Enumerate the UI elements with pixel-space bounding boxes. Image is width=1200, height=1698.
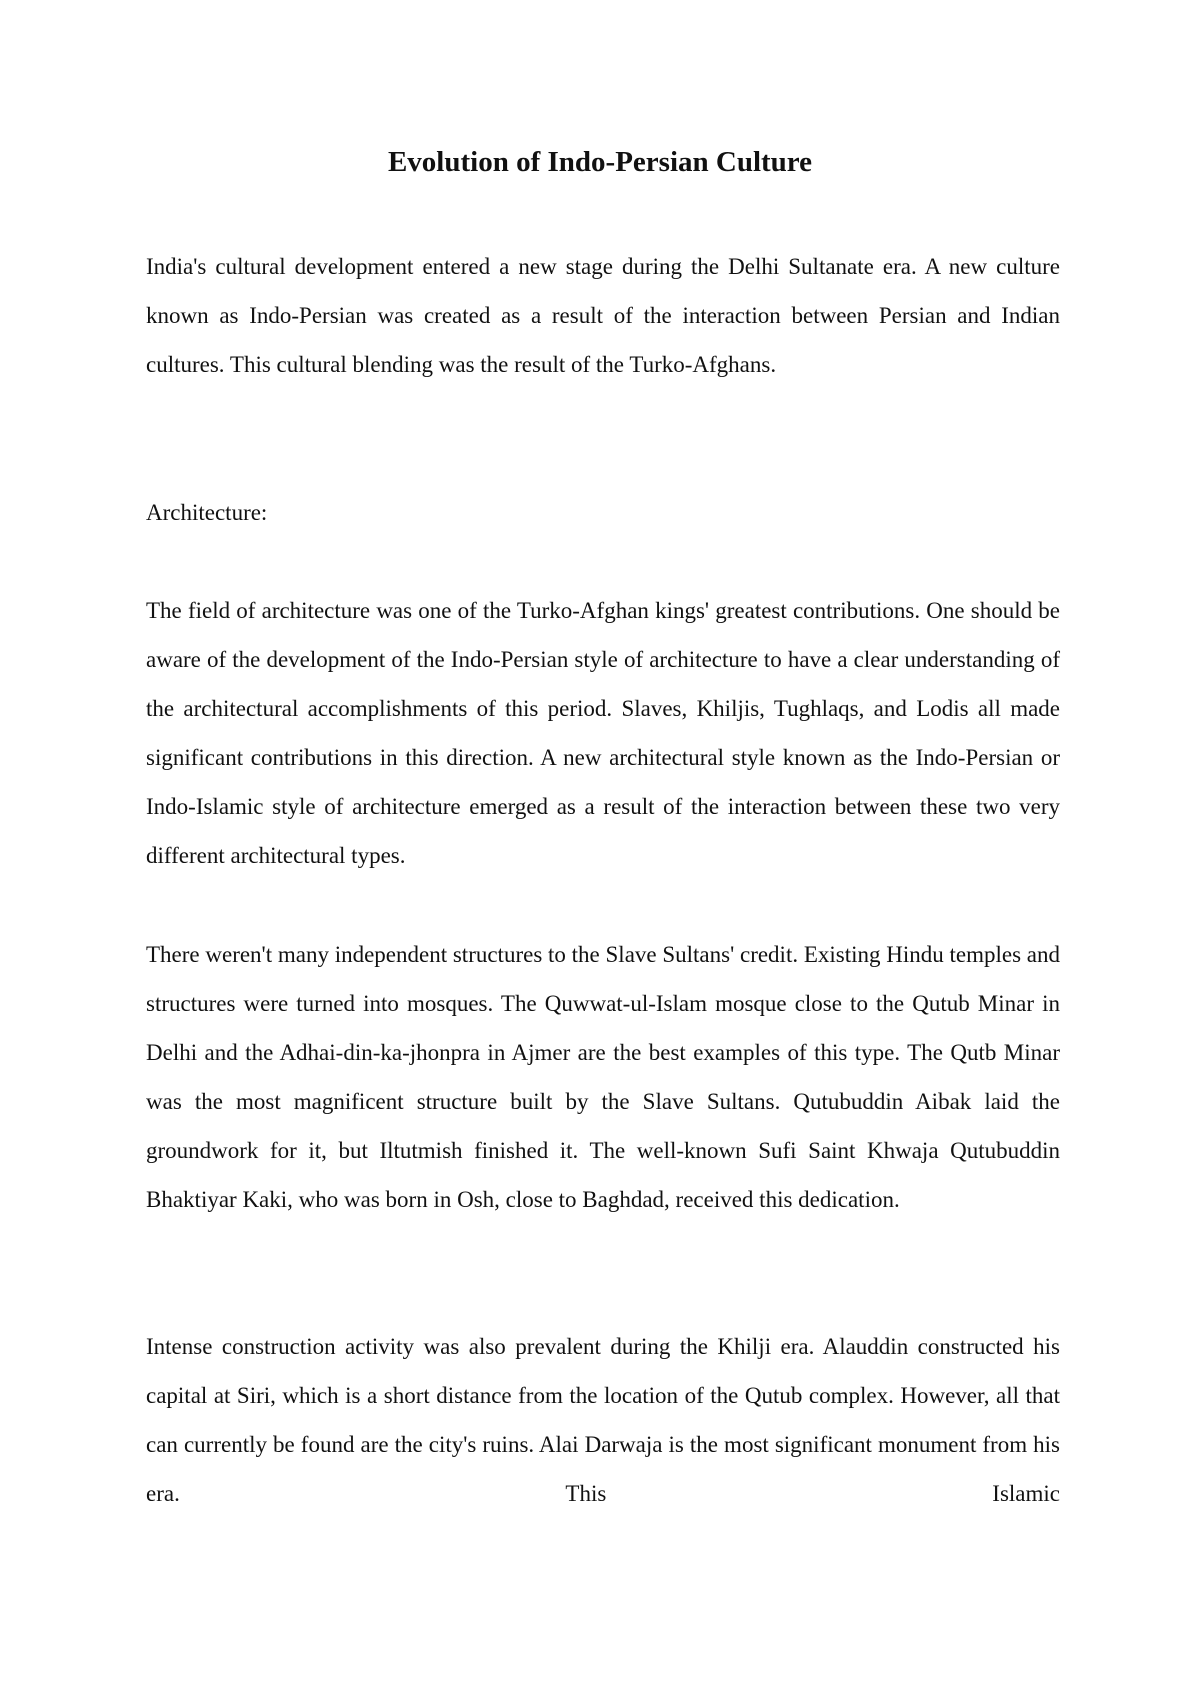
document-title: Evolution of Indo-Persian Culture — [387, 146, 813, 178]
architecture-paragraph-1: The field of architecture was one of the Turko-Afghan kings' greatest contributions. One should be aware of the development of the Indo-Persian style of architecture to have a clear understanding of the architectural accomplishments of this period. Slaves, Khiljis, Tughlaqs, and Lodis all made significant contributions in this direction. A new architectural style known as the Indo-Persian or Indo-Islamic style of architecture emerged as a result of the interaction between these two very different architectural types. — [146, 598, 1060, 868]
architecture-paragraph-3: Intense construction activity was also prevalent during the Khilji era. Alauddin constructed his capital at Siri, which is a short distance from the location of the Qutub complex. However, all that can currently be found are the city's ruins. Alai Darwaja is the most significant monument from his era. This Islamic — [146, 1334, 1060, 1506]
intro-paragraph: India's cultural development entered a new stage during the Delhi Sultanate era. A new culture known as Indo-Persian was created as a result of the interaction between Persian and Indian cultures. This cultural blending was the result of the Turko-Afghans. — [146, 254, 1060, 377]
architecture-paragraph-2: There weren't many independent structures to the Slave Sultans' credit. Existing Hindu temples and structures were turned into mosques. The Quwwat-ul-Islam mosque close to the Qutub Minar in Delhi and the Adhai-din-ka-jhonpra in Ajmer are the best examples of this type. The Qutb Minar was the most magnificent structure built by the Slave Sultans. Qutubuddin Aibak laid the groundwork for it, but Iltutmish finished it. The well-known Sufi Saint Khwaja Qutubuddin Bhaktiyar Kaki, who was born in Osh, close to Baghdad, received this dedication. — [146, 942, 1061, 1212]
architecture-heading: Architecture: — [146, 500, 268, 525]
